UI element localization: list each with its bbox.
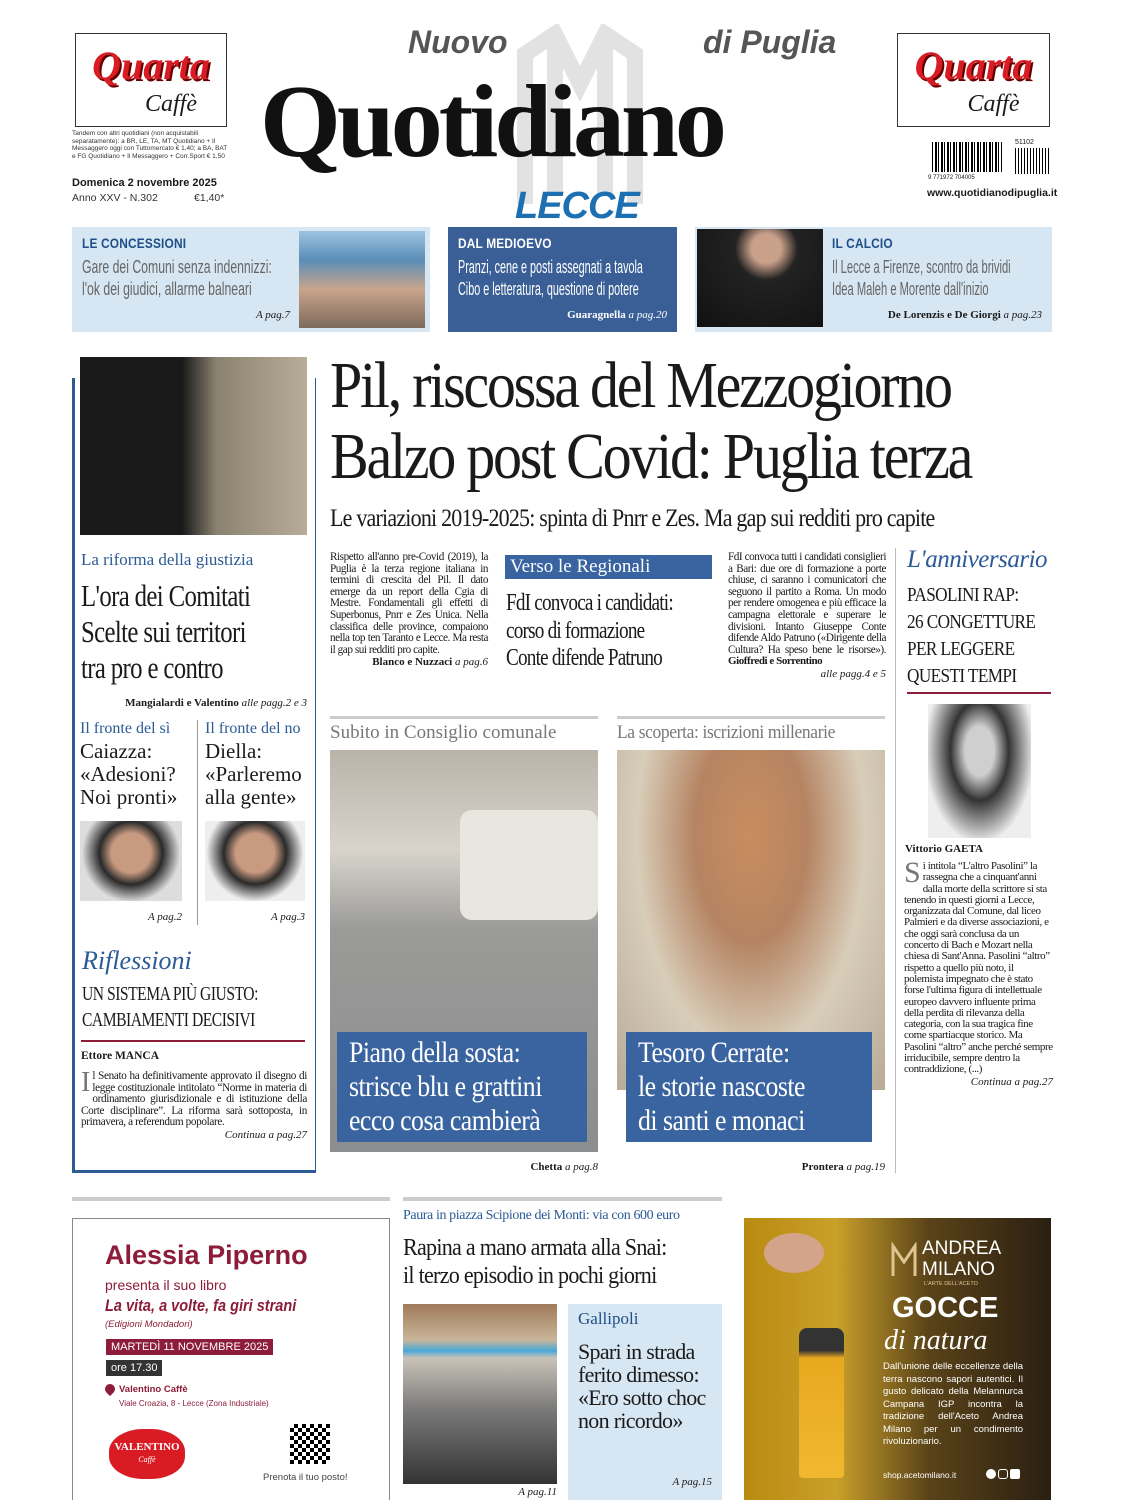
teaser-text: Il Lecce a Firenze, scontro da brividi Idea Maleh e Morente dall'inizio	[832, 257, 1011, 299]
page-ref: a pag.6	[455, 656, 488, 669]
car-shape	[460, 810, 598, 920]
tandem-note: Tandem con altri quotidiani (non acquistabili separatamente): a BR, LE, TA, MT Quotidiano + Il Messaggero oggi con Tuttomercato € 1,40; a BA, BAT e FG Quotidiano + Il Messaggero + Corr.Sport € 1,50	[72, 130, 228, 160]
quarta-caffe-ad-left[interactable]	[75, 33, 227, 127]
anniversario-kicker: L'anniversario	[907, 546, 1048, 573]
regionali-article	[728, 552, 886, 680]
masthead-di-puglia: di Puglia	[703, 24, 837, 60]
piperno-ad[interactable]	[72, 1218, 390, 1500]
anniversario-body: Si intitola “L'altro Pasolini” la rassegna che a cinquant'anni dalla morte della scrittore si sta tenendo in questi giorni a Lecce, organizzata dal Comune, dal liceo Palmieri e da diverse associazioni, e che oggi sarà conclusa da un concerto di Bach e Mozart nella chiesa di Sant'Anna. Pasolini “altro” rispetto a quello più noto, il polemista impegnato che è stato forse l'ultima figura di intellettuale europeo davvero influente prima della perdita di rilevanza della categoria, con la sua tragica fine come spartiacque storico. Ma Pasolini “altro” anche perché sempre irriducibile, sempre dentro la contraddizione, (...)	[904, 856, 1053, 1076]
page-ref: alle pagg.4 e 5	[820, 667, 886, 680]
aceto-brand: ANDREA MILANO	[922, 1238, 1002, 1280]
divider	[72, 1197, 390, 1201]
issue-date: Domenica 2 novembre 2025	[72, 177, 217, 189]
continue-link[interactable]: Continua a pag.27	[970, 1075, 1053, 1088]
edition-name: LECCE	[515, 185, 639, 227]
barcode-addon-number: 51102	[1015, 139, 1034, 146]
ref-author: Gioffredi e Sorrentino	[728, 655, 823, 668]
justice-headline[interactable]: L'ora dei Comitati Scelte sui territori tra pro e contro	[81, 578, 251, 685]
riflessioni-body: Il Senato ha definitivamente approvato il disegno di legge costituzionale intitolato “Norme in materia di ordinamento giurisdizionale e di istituzione della Corte disciplinare”. La riforma sarà sottoposta, in primavera, a referendum popolare.	[81, 1067, 307, 1129]
riflessioni-title[interactable]: UN SISTEMA PIÙ GIUSTO: CAMBIAMENTI DECISIVI	[82, 984, 258, 1031]
hand-apple-shape	[764, 1233, 824, 1273]
masthead	[260, 24, 865, 227]
ad-brand-sub: Caffè	[145, 90, 197, 117]
aceto-url[interactable]: shop.acetomilano.it	[883, 1470, 957, 1480]
fronte-no[interactable]	[205, 720, 310, 923]
page-ref: A pag.15	[672, 1476, 712, 1488]
page-ref: A pag.7	[255, 309, 290, 321]
page-ref: A pag.2	[147, 911, 182, 923]
teaser-medioevo[interactable]	[448, 227, 677, 332]
page-ref: a pag.19	[846, 1161, 885, 1173]
ad-publisher: (Edigioni Mondadori)	[105, 1319, 193, 1330]
snai-photo	[403, 1304, 557, 1484]
main-subtitle: Le variazioni 2019-2025: spinta di Pnrr e Zes. Ma gap sui redditi pro capite	[330, 505, 935, 532]
barcode	[932, 142, 1002, 172]
issue-number: Anno XXV - N.302	[72, 192, 158, 204]
price: €1,40*	[194, 192, 225, 204]
consiglio-caption[interactable]: Piano della sosta: strisce blu e grattini ecco cosa cambierà	[337, 1032, 587, 1142]
divider	[617, 716, 885, 719]
dropcap: S	[904, 856, 921, 889]
main-body: Rispetto all'anno pre-Covid (2019), la Puglia è la terza regione italiana in termini di crescita del Pil. Il dato emerge da un report della Cgia di Mestre. Fondamentali gli effetti di Superbonus, Pnrr e Zes Unica. Nella classifica delle province, compaiono nella top ten Taranto e Lecce. Ma resta il gap sui redditi pro capite.	[330, 551, 488, 656]
website-link[interactable]: www.quotidianodipuglia.it	[927, 187, 1058, 199]
main-headline[interactable]: Pil, riscossa del Mezzogiorno Balzo post Covid: Puglia terza	[330, 349, 972, 493]
ref-author: De Lorenzis e De Giorgi	[887, 309, 1001, 321]
divider	[895, 548, 896, 1173]
quarta-caffe-ad-right[interactable]	[897, 33, 1050, 127]
page-ref: a pag.8	[565, 1161, 598, 1173]
scoperta-kicker: La scoperta: iscrizioni millenarie	[617, 722, 836, 743]
ad-brand: Quarta	[92, 42, 210, 88]
facebook-icon[interactable]	[986, 1469, 996, 1479]
gallipoli-headline: Spari in strada ferito dimesso: «Ero sotto choc non ricordo»	[578, 1339, 706, 1433]
scoperta-caption[interactable]: Tesoro Cerrate: le storie nascoste di santi e monaci	[626, 1032, 872, 1142]
caiazza-photo	[80, 821, 182, 901]
page-ref: a pag.20	[628, 309, 667, 321]
page-ref: A pag.3	[270, 911, 305, 923]
divider	[81, 1040, 305, 1042]
ad-book: La vita, a volte, fa giri strani	[105, 1297, 297, 1315]
teaser-text: Pranzi, cene e posti assegnati a tavola Cibo e letteratura, questione di potere	[458, 257, 643, 299]
fronte-si[interactable]	[80, 720, 190, 923]
coach-photo	[697, 229, 823, 327]
teaser-calcio[interactable]	[695, 227, 1052, 332]
anniversario-article	[904, 856, 1053, 1088]
ad-address: Viale Croazia, 8 - Lecce (Zona Industriale)	[119, 1399, 269, 1408]
barcode-addon	[1015, 148, 1049, 174]
ad-brand-sub: Caffè	[967, 90, 1020, 117]
ref-author: Mangialardi e Valentino	[125, 697, 239, 709]
divider	[403, 1197, 722, 1201]
continue-link[interactable]: Continua a pag.27	[224, 1128, 307, 1141]
divider	[907, 692, 1051, 694]
beach-photo	[299, 231, 425, 328]
aceto-ad[interactable]	[744, 1218, 1051, 1500]
ad-venue: Valentino Caffè	[119, 1384, 188, 1395]
regionali-kicker: Verso le Regionali	[505, 555, 712, 579]
riflessioni-article	[81, 1067, 307, 1141]
author: Ettore MANCA	[81, 1050, 160, 1062]
page-ref: alle pagg.2 e 3	[241, 697, 307, 709]
ad-brand: Quarta	[914, 42, 1033, 88]
ad-time: ore 17.30	[106, 1360, 162, 1376]
page-ref: a pag.23	[1003, 309, 1042, 321]
masthead-title: Quotidiano	[260, 64, 723, 179]
kicker: Il fronte del sì	[80, 720, 171, 737]
ad-cta: Prenota il tuo posto!	[263, 1472, 348, 1483]
masthead-nuovo: Nuovo	[408, 24, 508, 60]
regionali-body: FdI convoca tutti i candidati consiglieri a Bari: due ore di formazione a porte chiuse, ci saranno i comunicatori che seguono il partito a Roma. Un modo per rendere omogenea e più efficace la campagna elettorale e superare le divisioni. Intanto Giuseppe Conte difende Aldo Patruno («Dirigente della Cultura? Ha speso bene le risorse»). Gioffredi e Sorrentino	[728, 551, 886, 668]
riflessioni-kicker: Riflessioni	[82, 946, 192, 975]
aceto-tagline: L'ARTE DELL'ACETO	[924, 1281, 978, 1287]
judge-robe-photo	[80, 357, 307, 535]
barcode-number: 9 771972 704005	[928, 175, 975, 181]
main-article	[330, 552, 488, 668]
ref-author: Blanco e Nuzzaci	[372, 656, 453, 669]
teaser-label: LE CONCESSIONI	[82, 235, 187, 251]
ref-author: Guaragnella	[567, 309, 626, 321]
teaser-text: Gare dei Comuni senza indennizzi: l'ok dei giudici, allarme balneari	[82, 257, 272, 299]
ad-presents: presenta il suo libro	[105, 1277, 227, 1293]
bottle-shape	[799, 1328, 844, 1478]
am-monogram	[890, 1242, 918, 1278]
teaser-concessioni[interactable]	[72, 227, 430, 332]
instagram-icon[interactable]	[998, 1469, 1008, 1479]
gallipoli-box[interactable]	[568, 1304, 722, 1500]
dropcap: I	[81, 1067, 91, 1098]
quote: Caiazza: «Adesioni? Noi pronti»	[80, 739, 178, 809]
pasolini-photo	[928, 704, 1031, 838]
location-pin-icon	[103, 1382, 117, 1396]
tiktok-icon[interactable]	[1010, 1469, 1020, 1479]
social-icons	[986, 1469, 1020, 1479]
consiglio-kicker: Subito in Consiglio comunale	[330, 722, 557, 743]
ref-author: Chetta	[530, 1161, 563, 1173]
qr-code[interactable]	[290, 1424, 330, 1464]
diella-photo	[205, 821, 305, 901]
ad-author: Alessia Piperno	[105, 1240, 308, 1270]
aceto-body: Dall'unione delle eccellenze della terra nascono sapori autentici. Il gusto delicato della Melannurca Campana IGP incontra la tradizione dell'Aceto Andrea Milano per un condimento rivoluzionario.	[883, 1361, 1023, 1447]
teaser-label: DAL MEDIOEVO	[458, 235, 552, 251]
divider	[330, 716, 598, 719]
page-ref: A pag.11	[518, 1486, 557, 1498]
ad-date: MARTEDÌ 11 NOVEMBRE 2025	[106, 1339, 273, 1355]
aceto-title: GOCCE	[892, 1292, 999, 1324]
quote: Diella: «Parleremo alla gente»	[205, 739, 302, 809]
gallipoli-kicker: Gallipoli	[578, 1309, 639, 1328]
anniversario-title[interactable]: PASOLINI RAP: 26 CONGETTURE PER LEGGERE QUESTI TEMPI	[907, 584, 1036, 687]
valentino-logo: VALENTINO Caffè	[109, 1429, 185, 1479]
author: Vittorio GAETA	[905, 843, 983, 855]
kicker: Il fronte del no	[205, 720, 301, 737]
rapina-headline[interactable]: Rapina a mano armata alla Snai: il terzo episodio in pochi giorni	[403, 1235, 667, 1289]
regionali-headline[interactable]: FdI convoca i candidati: corso di formazione Conte difende Patruno	[506, 590, 673, 671]
aceto-subtitle: di natura	[884, 1325, 988, 1356]
justice-kicker: La riforma della giustizia	[81, 550, 254, 569]
divider	[197, 720, 198, 925]
teaser-label: IL CALCIO	[832, 235, 893, 251]
ref-author: Prontera	[801, 1161, 844, 1173]
rapina-kicker: Paura in piazza Scipione dei Monti: via con 600 euro	[403, 1208, 680, 1223]
